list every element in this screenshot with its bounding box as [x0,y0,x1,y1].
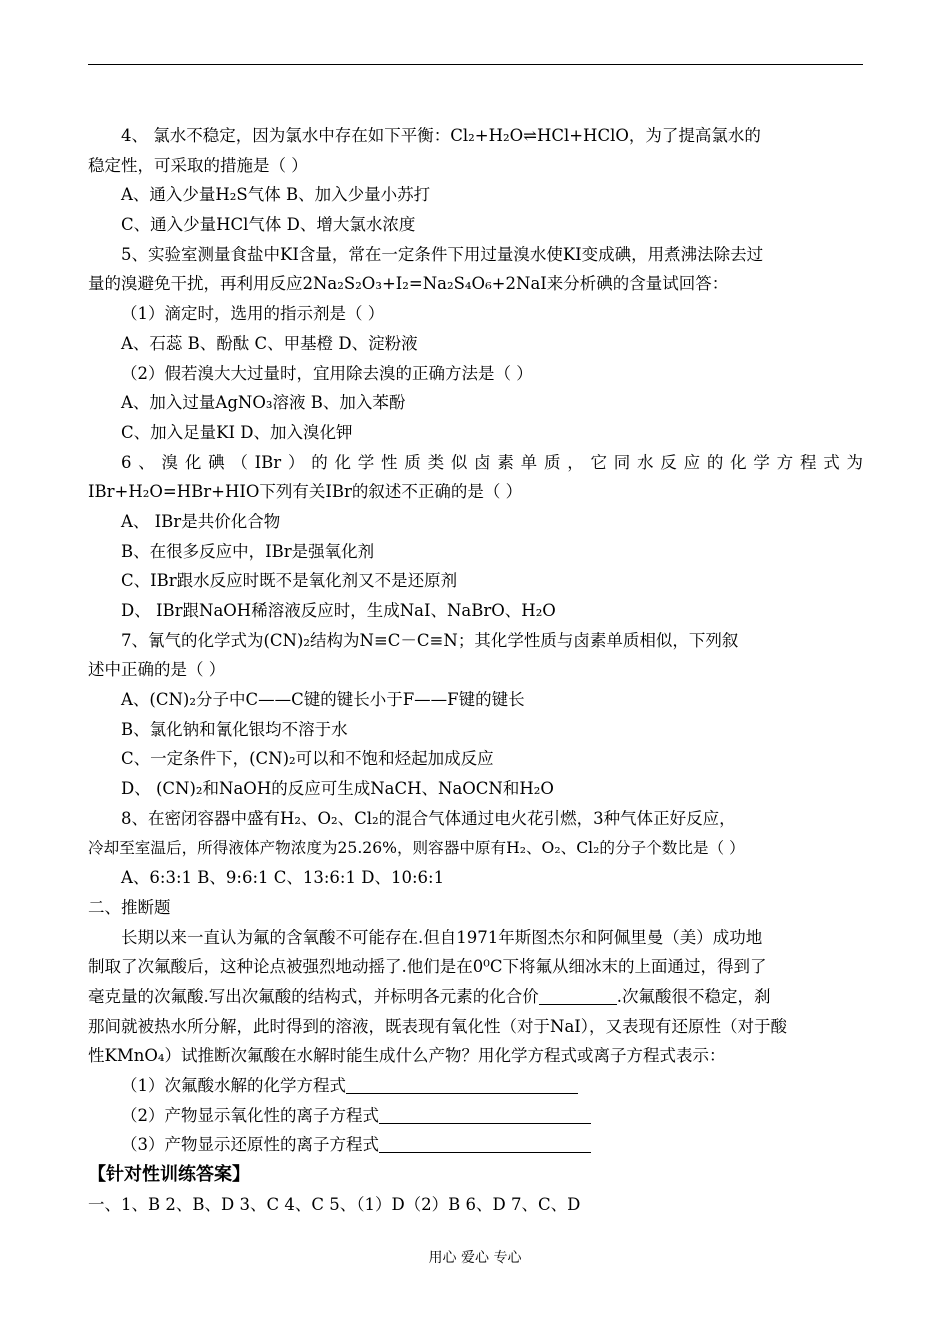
question-5-part2-options-ab: A、加入过量AgNO₃溶液 B、加入苯酚 [121,393,406,413]
inference-para-line3-text: 毫克量的次氟酸.写出次氟酸的结构式，并标明各元素的化合价 [88,986,539,1006]
question-7-option-c: C、一定条件下，(CN)₂可以和不饱和烃起加成反应 [121,749,494,769]
question-7-stem-line2: 述中正确的是（ ） [88,660,226,680]
question-5-part2-options-cd: C、加入足量KI D、加入溴化钾 [121,422,353,442]
question-6-option-b: B、在很多反应中，IBr是强氧化剂 [121,541,375,561]
question-5-part2: （2）假若溴大大过量时，宜用除去溴的正确方法是（ ） [121,363,533,383]
page-footer: 用心 爱心 专心 [428,1250,522,1266]
question-5-part1-options: A、石蕊 B、酚酞 C、甲基橙 D、淀粉液 [121,333,418,353]
question-6-option-c: C、IBr跟水反应时既不是氧化剂又不是还原剂 [121,571,458,591]
inference-part1-label: （1）次氟酸水解的化学方程式 [121,1076,346,1095]
question-8-options: A、6:3:1 B、9:6:1 C、13:6:1 D、10:6:1 [121,868,445,888]
inference-para-line4: 那间就被热水所分解，此时得到的溶液，既表现有氧化性（对于NaI），又表现有还原性（对于酸 [88,1016,788,1036]
question-6-option-a: A、 IBr是共价化合物 [121,511,281,531]
question-8-stem-line1: 8、在密闭容器中盛有H₂、O₂、Cl₂的混合气体通过电火花引燃，3种气体正好反应， [121,808,736,828]
section-heading-inference: 二、推断题 [88,897,171,917]
question-5-part1: （1）滴定时，选用的指示剂是（ ） [121,304,385,324]
inference-part3 [88,1130,863,1160]
question-6-option-d: D、 IBr跟NaOH稀溶液反应时，生成NaI、NaBrO、H₂O [121,601,556,620]
question-5-stem-line2: 量的溴避免干扰，再利用反应2Na₂S₂O₃+I₂=Na₂S₄O₆+2NaI来分析碘的含量试回答： [88,274,729,294]
inference-part2-label: （2）产物显示氧化性的离子方程式 [121,1105,379,1125]
question-4-stem-line1: 4、 氯水不稳定，因为氯水中存在如下平衡：Cl₂+H₂O⇌HCl+HClO，为了提高氯水的 [121,126,761,145]
question-7-stem-line1: 7、氰气的化学式为(CN)₂结构为N≡C－C≡N；其化学性质与卤素单质相似，下列叙 [121,630,739,650]
inference-part3-label: （3）产物显示还原性的离子方程式 [121,1135,379,1155]
question-4-stem-line2: 稳定性，可采取的措施是（ ） [88,155,308,175]
question-4-options-cd: C、通入少量HCl气体 D、增大氯水浓度 [121,215,416,235]
question-6-stem-line1: 6、溴化碘（IBr）的化学性质类似卤素单质，它同水反应的化学方程式为 [121,452,863,472]
answer-blank-part2[interactable] [379,1105,591,1124]
question-6-stem-line2: IBr+H₂O=HBr+HIO下列有关IBr的叙述不正确的是（ ） [88,482,523,502]
answers-heading: 【针对性训练答案】 [88,1164,250,1186]
answers-line: 一、1、B 2、B、D 3、C 4、C 5、（1）D（2）B 6、D 7、C、D [88,1194,581,1214]
document-body [88,121,863,1219]
answer-blank-part1[interactable] [346,1075,578,1094]
inference-para-line5: 性KMnO₄）试推断次氟酸在水解时能生成什么产物？用化学方程式或离子方程式表示： [88,1046,726,1066]
question-4-options-ab: A、通入少量H₂S气体 B、加入少量小苏打 [121,185,431,205]
inference-part2 [88,1101,863,1131]
question-7-option-b: B、氯化钠和氰化银均不溶于水 [121,719,348,739]
question-7-option-d: D、 (CN)₂和NaOH的反应可生成NaCH、NaOCN和H₂O [121,779,554,799]
inference-para-line2: 制取了次氟酸后，这种论点被强烈地动摇了.他们是在0⁰C下将氟从细冰末的上面通过，得到了 [88,957,767,977]
header-rule [88,64,863,65]
inference-para-line3-tail: .次氟酸很不稳定，刹 [616,986,771,1006]
answer-blank-part3[interactable] [379,1134,591,1153]
question-7-option-a: A、(CN)₂分子中C——C键的键长小于F——F键的键长 [121,690,525,710]
question-8-stem-line2: 冷却至室温后，所得液体产物浓度为25.26%，则容器中原有H₂、O₂、Cl₂的分子个数比是（ ） [88,838,745,857]
inference-part1 [88,1071,863,1101]
question-5-stem-line1: 5、实验室测量食盐中KI含量，常在一定条件下用过量溴水使KI变成碘，用煮沸法除去过 [121,244,764,264]
inference-para-line3 [88,982,863,1012]
inference-para-line1: 长期以来一直认为氟的含氧酸不可能存在.但自1971年斯图杰尔和阿佩里曼（美）成功地 [121,927,763,947]
answer-blank-structure[interactable] [539,986,617,1005]
